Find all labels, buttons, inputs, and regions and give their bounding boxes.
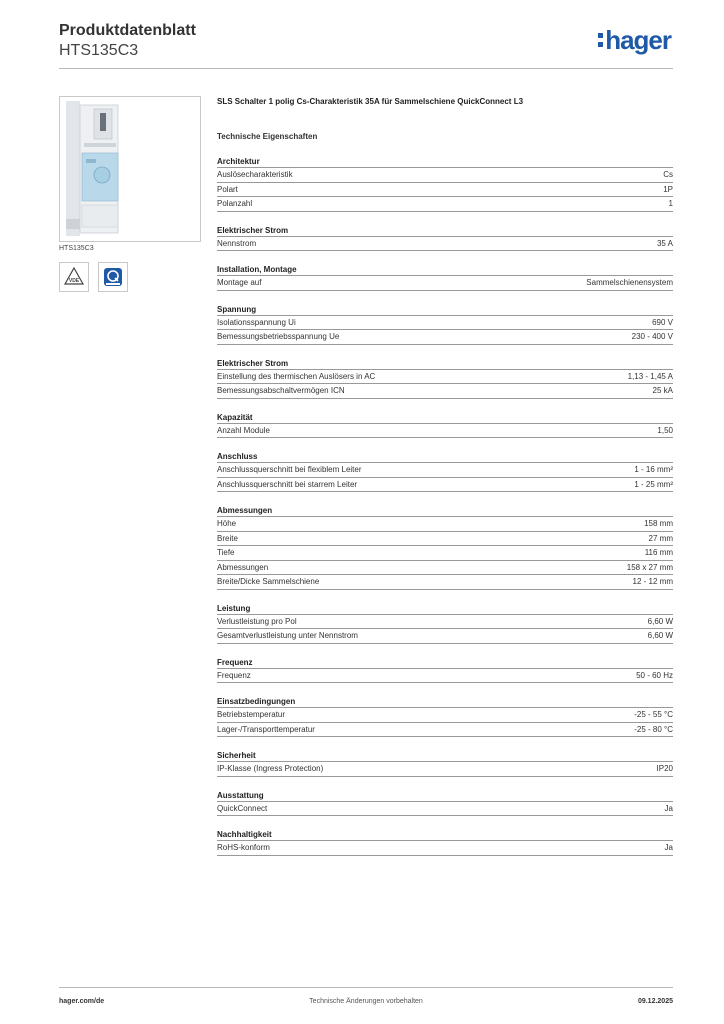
- spec-label: Tiefe: [217, 548, 235, 557]
- spec-row: [217, 762, 673, 777]
- spec-row: [217, 478, 673, 493]
- spec-section: [217, 264, 673, 291]
- spec-row: [217, 802, 673, 817]
- spec-label: Frequenz: [217, 670, 251, 680]
- spec-row: [217, 384, 673, 399]
- spec-section: [217, 451, 673, 492]
- spec-label: Breite/Dicke Sammelschiene: [217, 577, 320, 586]
- spec-row: [217, 237, 673, 252]
- spec-label: Bemessungsabschaltvermögen ICN: [217, 386, 345, 395]
- spec-section-title: Frequenz: [217, 657, 673, 669]
- footer-date: 09.12.2025: [637, 998, 673, 1005]
- spec-value: Cs: [663, 170, 673, 179]
- technical-properties-heading: Technische Eigenschaften: [217, 132, 318, 141]
- spec-label: Höhe: [217, 519, 237, 528]
- spec-value: 6,60 W: [647, 616, 673, 626]
- spec-section: [217, 696, 673, 737]
- spec-label: QuickConnect: [217, 803, 268, 813]
- spec-value: 27 mm: [648, 533, 673, 543]
- spec-row: [217, 463, 673, 478]
- spec-label: Lager-/Transporttemperatur: [217, 724, 315, 734]
- quality-mark-icon: [98, 262, 128, 292]
- spec-row: [217, 276, 673, 291]
- spec-section-title: Spannung: [217, 304, 673, 316]
- spec-section: [217, 358, 673, 399]
- spec-value: 116 mm: [644, 548, 673, 557]
- spec-value: 1: [668, 199, 673, 208]
- certificate-row: [59, 262, 201, 292]
- spec-label: Nennstrom: [217, 238, 257, 248]
- spec-value: 1,50: [657, 425, 673, 435]
- spec-section-title: Anschluss: [217, 451, 673, 463]
- product-image-caption: HTS135C3: [59, 245, 94, 252]
- spec-value: 158 x 27 mm: [626, 562, 673, 572]
- spec-label: Betriebstemperatur: [217, 710, 286, 719]
- spec-section: [217, 750, 673, 777]
- product-description: SLS Schalter 1 polig Cs-Charakteristik 35A für Sammelschiene QuickConnect L3: [217, 97, 524, 106]
- spec-section: [217, 657, 673, 684]
- spec-value: 25 kA: [652, 386, 673, 395]
- spec-section-title: Nachhaltigkeit: [217, 829, 673, 841]
- spec-row: [217, 316, 673, 331]
- spec-label: RoHS-konform: [217, 843, 270, 852]
- spec-label: Abmessungen: [217, 562, 269, 572]
- page-header: [59, 21, 673, 69]
- spec-row: [217, 183, 673, 198]
- spec-value: Ja: [664, 843, 673, 852]
- spec-row: [217, 841, 673, 856]
- spec-row: [217, 370, 673, 385]
- spec-section-title: Installation, Montage: [217, 264, 673, 276]
- spec-label: Polart: [217, 184, 238, 194]
- spec-row: [217, 723, 673, 738]
- spec-section-title: Ausstattung: [217, 790, 673, 802]
- spec-section-title: Kapazität: [217, 412, 673, 424]
- document-title: Produktdatenblatt: [59, 22, 196, 39]
- logo-dots-icon: [598, 33, 603, 47]
- page-footer: [59, 998, 673, 1008]
- spec-label: Isolationsspannung Ui: [217, 317, 296, 327]
- spec-row: [217, 669, 673, 684]
- spec-value: 690 V: [652, 317, 673, 327]
- spec-label: Anzahl Module: [217, 425, 270, 435]
- spec-section: [217, 505, 673, 590]
- spec-row: [217, 575, 673, 590]
- spec-label: Polanzahl: [217, 199, 253, 208]
- footer-disclaimer: Technische Änderungen vorbehalten: [309, 998, 423, 1005]
- footer-divider: [59, 987, 673, 988]
- spec-value: 230 - 400 V: [631, 332, 673, 341]
- spec-row: [217, 197, 673, 212]
- spec-label: Verlustleistung pro Pol: [217, 616, 297, 626]
- spec-value: 158 mm: [644, 519, 673, 528]
- spec-value: 35 A: [656, 238, 673, 248]
- svg-text:VDE: VDE: [68, 278, 80, 284]
- spec-value: 6,60 W: [647, 631, 673, 640]
- spec-section: [217, 156, 673, 212]
- spec-section-title: Elektrischer Strom: [217, 225, 673, 237]
- spec-section-title: Abmessungen: [217, 505, 673, 517]
- spec-label: Gesamtverlustleistung unter Nennstrom: [217, 631, 358, 640]
- spec-section-title: Einsatzbedingungen: [217, 696, 673, 708]
- spec-label: Anschlussquerschnitt bei flexiblem Leiter: [217, 465, 362, 474]
- logo-text: hager: [605, 25, 671, 55]
- spec-section: [217, 412, 673, 439]
- spec-row: [217, 629, 673, 644]
- spec-row: [217, 330, 673, 345]
- footer-website: hager.com/de: [59, 998, 105, 1005]
- spec-value: 1 - 25 mm²: [634, 479, 673, 489]
- spec-row: [217, 546, 673, 561]
- spec-label: Einstellung des thermischen Auslösers in AC: [217, 371, 376, 381]
- spec-label: Auslösecharakteristik: [217, 170, 293, 179]
- spec-section: [217, 225, 673, 252]
- spec-value: Ja: [664, 803, 673, 813]
- hager-logo: [598, 27, 671, 53]
- spec-section-title: Leistung: [217, 603, 673, 615]
- spec-row: [217, 424, 673, 439]
- spec-row: [217, 168, 673, 183]
- specification-column: [217, 96, 673, 856]
- spec-label: Bemessungsbetriebsspannung Ue: [217, 332, 340, 341]
- spec-value: -25 - 55 °C: [634, 710, 673, 719]
- spec-section: [217, 829, 673, 856]
- spec-section-title: Elektrischer Strom: [217, 358, 673, 370]
- spec-row: [217, 532, 673, 547]
- spec-value: 1 - 16 mm²: [634, 465, 673, 474]
- spec-row: [217, 708, 673, 723]
- spec-label: Montage auf: [217, 278, 262, 287]
- spec-section: [217, 790, 673, 817]
- spec-label: Anschlussquerschnitt bei starrem Leiter: [217, 479, 358, 489]
- spec-row: [217, 517, 673, 532]
- spec-value: 1,13 - 1,45 A: [627, 371, 673, 381]
- spec-value: 50 - 60 Hz: [636, 670, 673, 680]
- spec-row: [217, 615, 673, 630]
- product-image-frame: [59, 96, 201, 242]
- spec-sections: [217, 156, 673, 856]
- product-panel: [59, 96, 201, 292]
- spec-label: IP-Klasse (Ingress Protection): [217, 764, 324, 773]
- spec-row: [217, 561, 673, 576]
- spec-section-title: Architektur: [217, 156, 673, 168]
- spec-value: Sammelschienensystem: [586, 278, 673, 287]
- vde-certificate-icon: [59, 262, 89, 292]
- product-code: HTS135C3: [59, 42, 139, 59]
- spec-section: [217, 304, 673, 345]
- circuit-breaker-image: [64, 101, 124, 236]
- spec-section: [217, 603, 673, 644]
- spec-section-title: Sicherheit: [217, 750, 673, 762]
- spec-label: Breite: [217, 533, 238, 543]
- spec-value: 12 - 12 mm: [632, 577, 673, 586]
- spec-value: -25 - 80 °C: [634, 724, 673, 734]
- spec-value: IP20: [656, 764, 673, 773]
- header-divider: [59, 68, 673, 69]
- spec-value: 1P: [663, 184, 673, 194]
